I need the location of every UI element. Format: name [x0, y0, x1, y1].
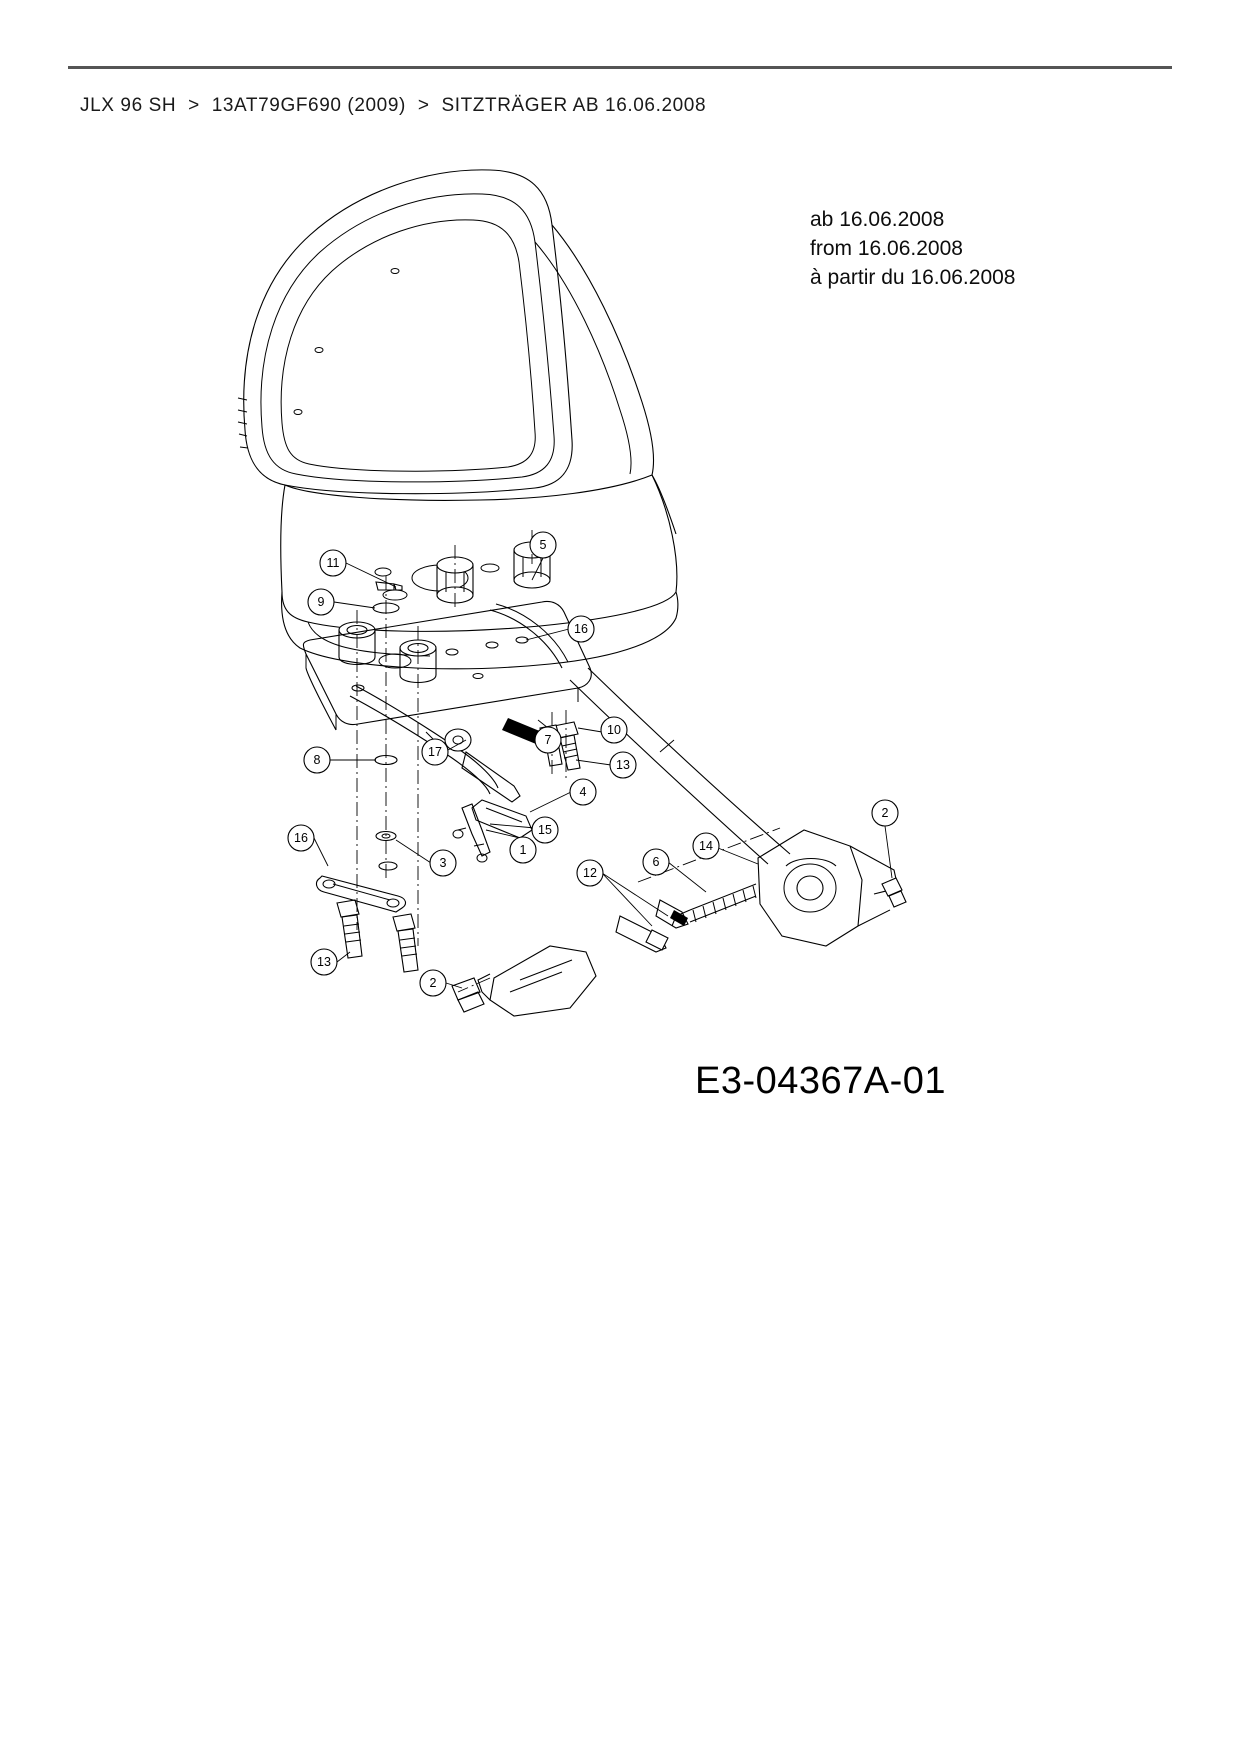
svg-text:16: 16 [574, 622, 588, 636]
drawing-code: E3-04367A-01 [695, 1060, 947, 1102]
breadcrumb [80, 95, 706, 117]
callout-12[interactable] [577, 860, 603, 886]
callout-6[interactable] [643, 849, 669, 875]
svg-text:1: 1 [519, 843, 527, 857]
callout-3[interactable] [430, 850, 456, 876]
svg-text:11: 11 [326, 556, 340, 570]
callout-5[interactable] [530, 532, 556, 558]
callout-2-b[interactable] [420, 970, 446, 996]
left-lower-bracket [452, 946, 596, 1016]
svg-text:2: 2 [881, 806, 889, 820]
parts-diagram [190, 140, 1016, 1130]
seat-carrier-plate [303, 601, 591, 730]
validity-date-fr: à partir du 16.06.2008 [810, 266, 1016, 289]
svg-text:12: 12 [583, 866, 597, 880]
validity-date-de: ab 16.06.2008 [810, 208, 945, 231]
callout-13-b[interactable] [311, 949, 337, 975]
svg-text:6: 6 [652, 855, 660, 869]
lower-slide-bar [317, 876, 406, 912]
callout-14[interactable] [693, 833, 719, 859]
svg-text:8: 8 [313, 753, 321, 767]
breadcrumb-item-serial[interactable]: 13AT79GF690 (2009) [211, 95, 406, 116]
svg-text:2: 2 [429, 976, 437, 990]
callout-2-a[interactable] [872, 800, 898, 826]
callout-17[interactable] [422, 739, 448, 765]
callout-10[interactable] [601, 717, 627, 743]
breadcrumb-separator-2: > [417, 95, 430, 116]
exploded-view-illustration [190, 140, 1010, 1130]
callout-1[interactable] [510, 837, 536, 863]
svg-text:16: 16 [294, 831, 308, 845]
fastener-bolts [337, 722, 580, 972]
callout-4[interactable] [570, 779, 596, 805]
svg-text:7: 7 [544, 733, 552, 747]
callout-16[interactable] [568, 616, 594, 642]
svg-text:3: 3 [439, 856, 447, 870]
breadcrumb-item-assembly[interactable]: SITZTRÄGER AB 16.06.2008 [441, 95, 707, 116]
breadcrumb-separator-1: > [188, 95, 200, 116]
callout-11[interactable] [320, 550, 346, 576]
callout-8[interactable] [304, 747, 330, 773]
svg-text:10: 10 [607, 723, 621, 737]
svg-text:5: 5 [539, 538, 547, 552]
callout-16-b[interactable] [288, 825, 314, 851]
svg-text:4: 4 [579, 785, 587, 799]
svg-text:17: 17 [428, 745, 442, 759]
svg-text:14: 14 [699, 839, 713, 853]
svg-text:13: 13 [616, 758, 630, 772]
svg-text:9: 9 [317, 595, 325, 609]
header-divider [68, 66, 1172, 69]
svg-text:13: 13 [317, 955, 331, 969]
breadcrumb-item-model[interactable]: JLX 96 SH [80, 95, 177, 116]
callout-9[interactable] [308, 589, 334, 615]
callout-13-a[interactable] [610, 752, 636, 778]
callout-15[interactable] [532, 817, 558, 843]
assembly-centerlines [357, 530, 780, 992]
validity-date-en: from 16.06.2008 [810, 237, 963, 260]
callout-7[interactable] [535, 727, 561, 753]
svg-text:15: 15 [538, 823, 552, 837]
support-arm [570, 668, 790, 864]
